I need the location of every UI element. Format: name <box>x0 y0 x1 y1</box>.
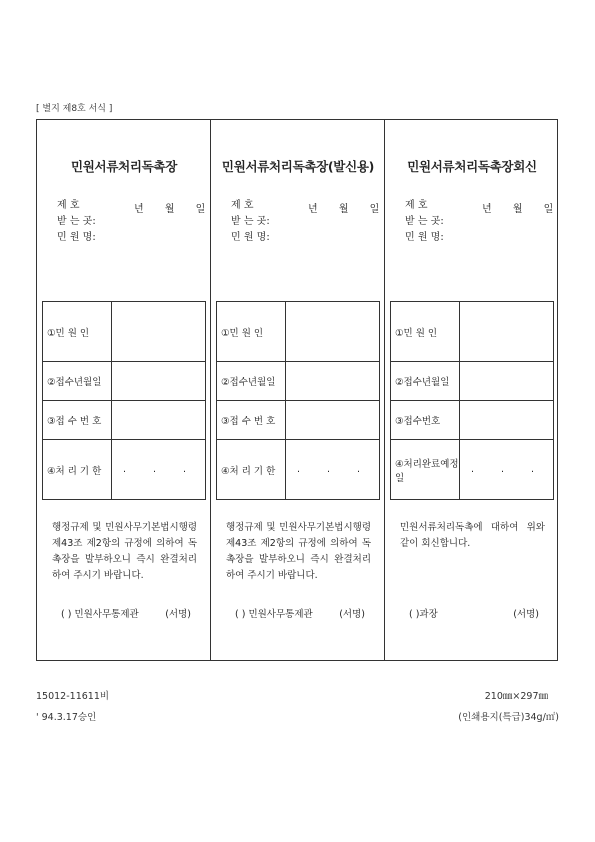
receipt-date-label: ②접수년월일 <box>43 362 112 401</box>
signature-field[interactable]: (서명) <box>513 609 539 620</box>
petition-table <box>390 301 554 500</box>
receipt-date-label: ②접수년월일 <box>391 362 460 401</box>
number-field[interactable]: 제 호 <box>57 200 80 211</box>
receipt-date-label: ②접수년월일 <box>217 362 286 401</box>
body-text: 행정규제 및 민원사무기본법시행령 제43조 제2항의 규정에 의하여 독촉장을 발부하오니 즉시 완결처리하여 주시기 바랍니다. <box>226 522 371 581</box>
petitioner-cell[interactable] <box>112 302 206 362</box>
body-text: 민원서류처리독촉에 대하여 위와 같이 회신합니다. <box>400 522 545 549</box>
petition-name-field[interactable]: 민 원 명: <box>57 232 96 243</box>
receipt-date-cell[interactable] <box>286 362 380 401</box>
date-field[interactable]: 년 월 일 <box>134 204 206 215</box>
recipient-field[interactable]: 받 는 곳: <box>405 216 444 227</box>
receipt-date-cell[interactable] <box>112 362 206 401</box>
deadline-label: ④처 리 기 한 <box>217 440 286 500</box>
form-sheet <box>36 119 558 661</box>
number-field[interactable]: 제 호 <box>405 200 428 211</box>
receipt-number-cell[interactable] <box>460 401 554 440</box>
petitioner-label: ①민 원 인 <box>217 302 286 362</box>
receipt-number-cell[interactable] <box>286 401 380 440</box>
recipient-field[interactable]: 받 는 곳: <box>57 216 96 227</box>
date-field[interactable]: 년 월 일 <box>482 204 554 215</box>
signatory-label: ( )과장 <box>409 609 438 620</box>
petitioner-cell[interactable] <box>460 302 554 362</box>
signatory-label: ( ) 민원사무통제관 <box>235 609 313 620</box>
deadline-cell[interactable]: . . . <box>286 440 380 500</box>
receipt-number-label: ③접 수 번 호 <box>43 401 112 440</box>
number-field[interactable]: 제 호 <box>231 200 254 211</box>
petition-name-field[interactable]: 민 원 명: <box>231 232 270 243</box>
approval-date: ' 94.3.17승인 <box>36 712 97 723</box>
body-text: 행정규제 및 민원사무기본법시행령 제43조 제2항의 규정에 의하여 독촉장을 발부하오니 즉시 완결처리하여 주시기 바랍니다. <box>52 522 197 581</box>
recipient-field[interactable]: 받 는 곳: <box>231 216 270 227</box>
form-number-label: [ 별지 제8호 서식 ] <box>36 104 113 114</box>
petition-table <box>216 301 380 500</box>
petition-table <box>42 301 206 500</box>
deadline-cell[interactable]: . . . <box>112 440 206 500</box>
petition-name-field[interactable]: 민 원 명: <box>405 232 444 243</box>
paper-size: 210㎜×297㎜ <box>484 691 548 702</box>
deadline-label: ④처 리 기 한 <box>43 440 112 500</box>
signature-field[interactable]: (서명) <box>165 609 191 620</box>
panel-title: 민원서류처리독촉장회신 <box>407 159 537 174</box>
receipt-number-cell[interactable] <box>112 401 206 440</box>
receipt-date-cell[interactable] <box>460 362 554 401</box>
petitioner-cell[interactable] <box>286 302 380 362</box>
completion-date-label: ④처리완료예정일 <box>391 440 460 500</box>
petitioner-label: ①민 원 인 <box>43 302 112 362</box>
date-field[interactable]: 년 월 일 <box>308 204 380 215</box>
panel-reminder-reply <box>385 120 559 660</box>
signature-field[interactable]: (서명) <box>339 609 365 620</box>
panel-reminder-outgoing <box>211 120 385 660</box>
receipt-number-label: ③접수번호 <box>391 401 460 440</box>
receipt-number-label: ③접 수 번 호 <box>217 401 286 440</box>
panel-title: 민원서류처리독촉장(발신용) <box>221 159 375 174</box>
signatory-label: ( ) 민원사무통제관 <box>61 609 139 620</box>
panel-reminder <box>37 120 211 660</box>
petitioner-label: ①민 원 인 <box>391 302 460 362</box>
paper-spec: (인쇄용지(특급)34g/㎡) <box>458 712 559 723</box>
panel-title: 민원서류처리독촉장 <box>71 159 177 174</box>
form-code: 15012-11611비 <box>36 691 110 702</box>
completion-date-cell[interactable]: . . . <box>460 440 554 500</box>
